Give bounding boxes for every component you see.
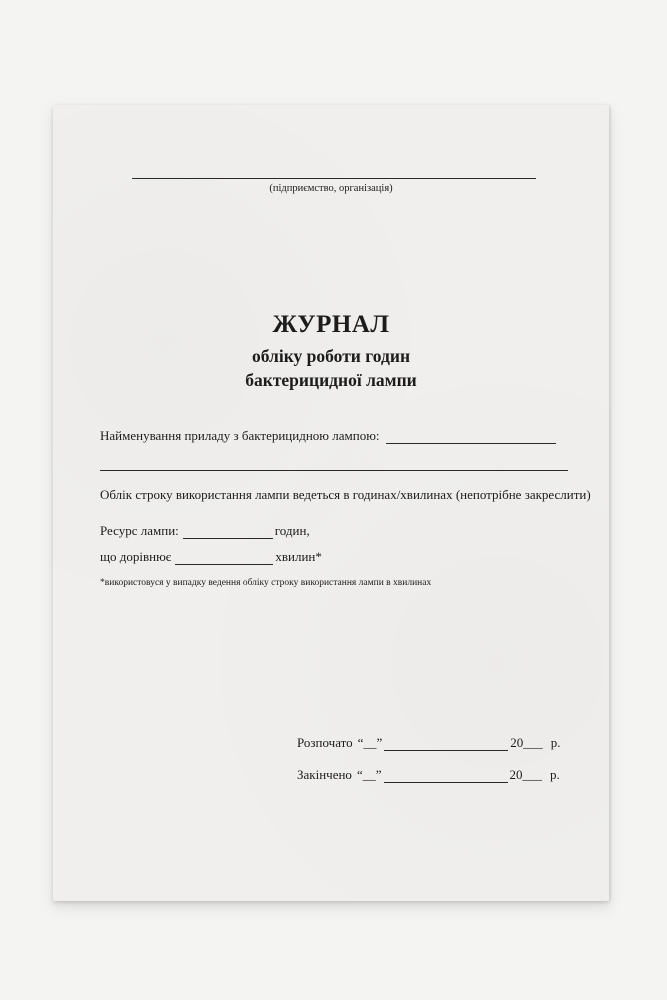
started-date-row xyxy=(297,735,560,751)
equals-label: що дорівнює xyxy=(100,549,172,564)
device-name-blank xyxy=(386,431,556,444)
resource-row xyxy=(100,523,310,539)
organization-line xyxy=(132,178,536,179)
organization-caption: (підприємство, організація) xyxy=(269,183,393,194)
journal-subtitle-line1: обліку роботи годин xyxy=(251,346,411,366)
resource-minutes-unit: хвилин* xyxy=(275,549,322,564)
accounting-text: Облік строку використання лампи ведеться в годинах/хвилинах (непотрібне закреслити) xyxy=(100,487,591,502)
finished-day-blank: __ xyxy=(362,767,376,782)
journal-subtitle-line2: бактерицидної лампи xyxy=(245,370,417,390)
started-quote-close: ” xyxy=(376,735,383,750)
resource-minutes-blank xyxy=(175,552,273,565)
started-day-blank: __ xyxy=(363,735,377,750)
accounting-row xyxy=(100,487,591,503)
document-sheet xyxy=(53,105,609,901)
journal-title: ЖУРНАЛ xyxy=(272,311,390,338)
finished-quote-close: ” xyxy=(375,767,382,782)
finished-quote-open: “ xyxy=(356,767,363,782)
resource-label: Ресурс лампи: xyxy=(100,523,179,538)
finished-date-row xyxy=(297,767,560,783)
started-year-suffix: р. xyxy=(550,735,561,750)
resource-hours-unit: годин, xyxy=(274,523,310,538)
started-month-blank xyxy=(384,738,508,751)
finished-label: Закінчено xyxy=(297,767,352,782)
finished-year-prefix: 20 xyxy=(509,767,523,782)
device-name-label: Найменування приладу з бактерицидною лампою: xyxy=(100,428,380,443)
device-name-continuation-line xyxy=(100,470,568,471)
finished-month-blank xyxy=(384,770,508,783)
started-year-prefix: 20 xyxy=(510,735,524,750)
started-label: Розпочато xyxy=(297,735,353,750)
footnote: *використовуся у випадку ведення обліку строку використання лампи в хвилинах xyxy=(100,578,432,588)
device-name-row xyxy=(100,428,558,444)
minutes-row xyxy=(100,549,322,565)
started-year-blank: ___ xyxy=(523,735,543,750)
started-quote-open: “ xyxy=(357,735,364,750)
resource-hours-blank xyxy=(183,526,273,539)
finished-year-suffix: р. xyxy=(550,767,560,782)
finished-year-blank: ___ xyxy=(522,767,542,782)
